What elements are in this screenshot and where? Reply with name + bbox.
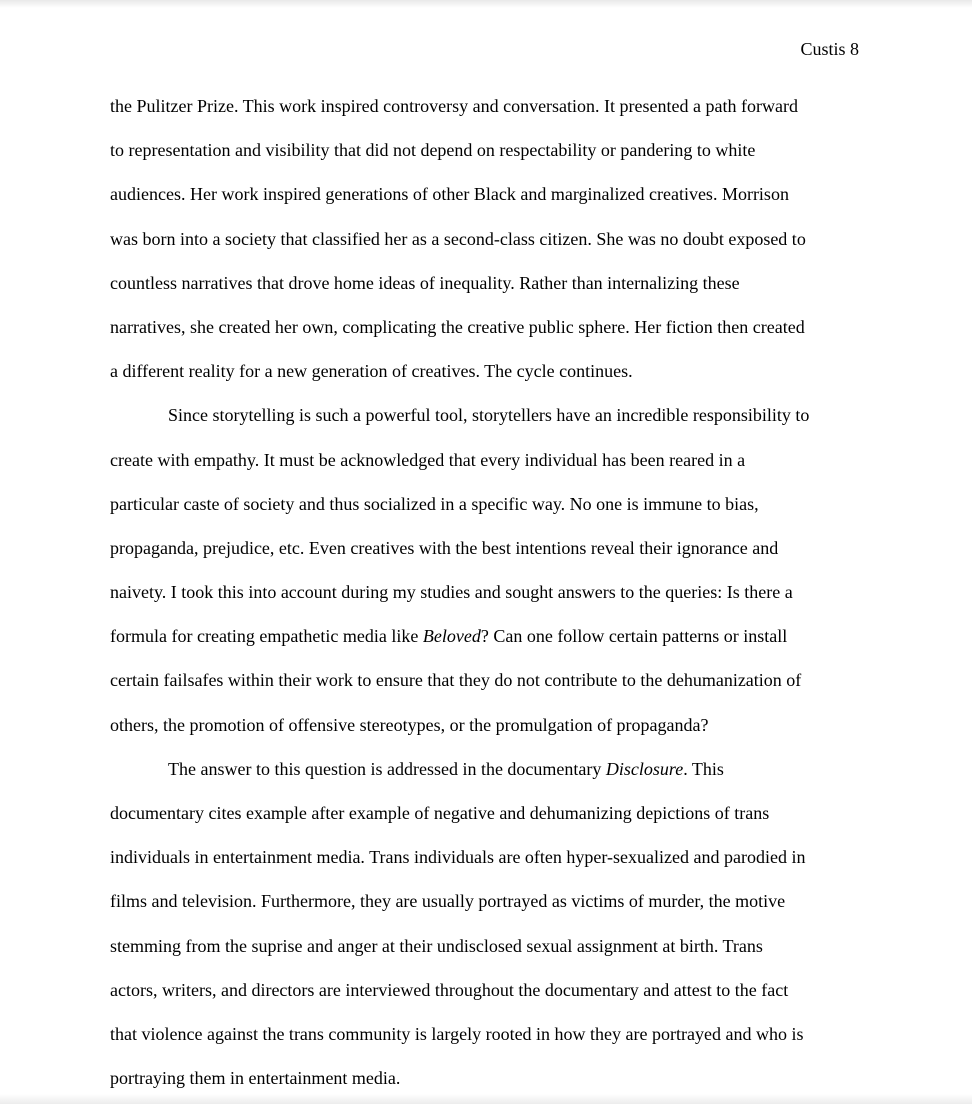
text-span: that violence against the trans community is largely rooted in how they are portrayed and who is: [110, 1023, 804, 1044]
running-head: Custis 8: [800, 39, 859, 59]
text-span: Since storytelling is such a powerful tool, storytellers have an incredible responsibility to: [168, 405, 810, 426]
text-line: [110, 359, 870, 403]
text-line: [110, 492, 870, 536]
text-line: [110, 138, 870, 182]
text-span: . This: [683, 758, 724, 779]
text-span: naivety. I took this into account during my studies and sought answers to the queries: Is there a: [110, 582, 793, 603]
text-line: [110, 624, 870, 668]
text-span: ? Can one follow certain patterns or install: [480, 626, 788, 647]
text-span: was born into a society that classified her as a second-class citizen. She was no doubt exposed to: [110, 228, 806, 249]
text-span: to representation and visibility that did not depend on respectability or pandering to white: [110, 140, 756, 161]
text-line: [110, 934, 870, 978]
text-span: films and television. Furthermore, they are usually portrayed as victims of murder, the motive: [110, 891, 786, 912]
text-span: certain failsafes within their work to ensure that they do not contribute to the dehumanization of: [110, 670, 802, 691]
text-span: others, the promotion of offensive stereotypes, or the promulgation of propaganda?: [110, 714, 709, 735]
text-line: [110, 978, 870, 1022]
text-span: narratives, she created her own, complicating the creative public sphere. Her fiction then created: [110, 316, 805, 337]
text-line: [110, 580, 870, 624]
text-span: stemming from the suprise and anger at their undisclosed sexual assignment at birth. Trans: [110, 935, 763, 956]
page-top-edge: [0, 0, 972, 8]
text-line: [110, 713, 870, 757]
text-line-indented: [110, 757, 870, 801]
text-line: [110, 536, 870, 580]
body-text: [110, 94, 870, 1104]
text-span: audiences. Her work inspired generations of other Black and marginalized creatives. Morrison: [110, 184, 789, 205]
text-span: countless narratives that drove home ideas of inequality. Rather than internalizing these: [110, 272, 740, 293]
text-span: documentary cites example after example of negative and dehumanizing depictions of trans: [110, 803, 770, 823]
text-line: [110, 227, 870, 271]
page-bottom-edge: [0, 1094, 972, 1104]
italic-title-disclosure: Disclosure: [605, 758, 684, 779]
text-span: actors, writers, and directors are interviewed throughout the documentary and attest to the fact: [110, 979, 789, 1000]
text-span: a different reality for a new generation of creatives. The cycle continues.: [110, 361, 633, 382]
text-span: individuals in entertainment media. Trans individuals are often hyper-sexualized and parodied in: [110, 847, 806, 868]
text-line: [110, 801, 870, 845]
text-span: propaganda, prejudice, etc. Even creatives with the best intentions reveal their ignorance and: [110, 537, 779, 558]
text-span: the Pulitzer Prize. This work inspired controversy and conversation. It presented a path forward: [110, 96, 798, 116]
text-line: [110, 668, 870, 712]
italic-title-beloved: Beloved: [422, 626, 481, 647]
text-span: particular caste of society and thus socialized in a specific way. No one is immune to bias,: [110, 493, 759, 514]
text-span: formula for creating empathetic media like: [110, 626, 423, 647]
text-line: [110, 94, 870, 138]
text-line: [110, 271, 870, 315]
text-span: create with empathy. It must be acknowledged that every individual has been reared in a: [110, 449, 746, 470]
text-line-indented: [110, 403, 870, 447]
text-line: [110, 315, 870, 359]
text-line: [110, 845, 870, 889]
text-line: [110, 448, 870, 492]
text-line: [110, 182, 870, 226]
text-line: [110, 1022, 870, 1066]
text-line: [110, 889, 870, 933]
text-span: The answer to this question is addressed in the documentary: [168, 758, 606, 779]
text-span: portraying them in entertainment media.: [110, 1068, 401, 1089]
